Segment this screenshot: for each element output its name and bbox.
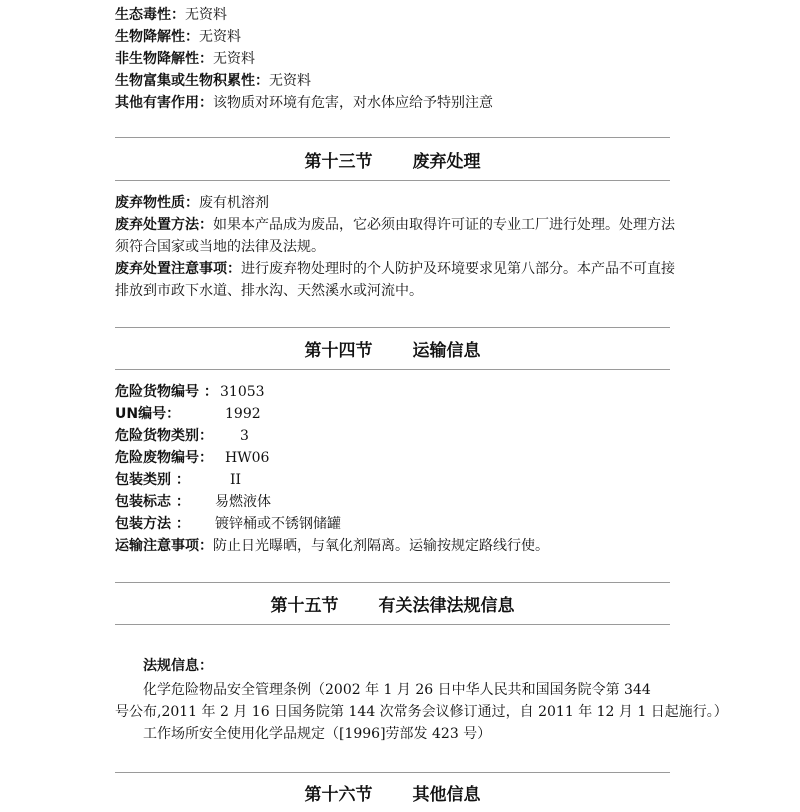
disposal-precautions-cont: 排放到市政下水道、排水沟、天然溪水或河流中。 <box>115 283 423 299</box>
divider <box>115 327 670 328</box>
divider <box>115 180 670 181</box>
un-number-row: UN编号： 1992 <box>115 406 261 422</box>
divider <box>115 772 670 773</box>
disposal-method-row: 废弃处置方法：如果本产品成为废品，它必须由取得许可证的专业工厂进行处理。处理方法 <box>115 217 675 233</box>
regulation-1-line-2: 号公布,2011 年 2 月 16 日国务院第 144 次常务会议修订通过，自 2011 年 12 月 1 日起施行。） <box>115 704 728 720</box>
dangerous-goods-number-row: 危险货物编号 ： 31053 <box>115 384 265 400</box>
bioaccumulation-row: 生物富集或生物积累性：无资料 <box>115 73 311 89</box>
hazardous-waste-number-row: 危险废物编号： HW06 <box>115 450 270 466</box>
waste-nature-row: 废弃物性质：废有机溶剂 <box>115 195 269 211</box>
divider <box>115 624 670 625</box>
regulation-2: 工作场所安全使用化学品规定（[1996]劳部发 423 号） <box>143 726 492 742</box>
disposal-method-cont: 须符合国家或当地的法律及法规。 <box>115 239 325 255</box>
section-15-heading: 第十五节 有关法律法规信息 <box>270 596 515 616</box>
section-14-heading: 第十四节 运输信息 <box>304 341 481 361</box>
disposal-precautions-row: 废弃处置注意事项：进行废弃物处理时的个人防护及环境要求见第八部分。本产品不可直接 <box>115 261 675 277</box>
section-16-heading: 第十六节 其他信息 <box>304 785 481 805</box>
other-adverse-effects-row: 其他有害作用：该物质对环境有危害，对水体应给予特别注意 <box>115 95 493 111</box>
divider <box>115 369 670 370</box>
regulations-subheading: 法规信息： <box>143 658 213 674</box>
divider <box>115 582 670 583</box>
packing-label-row: 包装标志 ： 易燃液体 <box>115 494 271 510</box>
packing-group-row: 包装类别 ： II <box>115 472 242 488</box>
packing-method-row: 包装方法 ： 镀锌桶或不锈钢储罐 <box>115 516 341 532</box>
regulation-1-line-1: 化学危险物品安全管理条例（2002 年 1 月 26 日中华人民共和国国务院令第 344 <box>143 682 651 698</box>
eco-toxicity-row: 生态毒性：无资料 <box>115 7 227 23</box>
biodegradability-row: 生物降解性：无资料 <box>115 29 241 45</box>
transport-precautions-row: 运输注意事项：防止日光曝晒，与氧化剂隔离。运输按规定路线行使。 <box>115 538 549 554</box>
divider <box>115 137 670 138</box>
section-13-heading: 第十三节 废弃处理 <box>304 152 481 172</box>
abiotic-degradability-row: 非生物降解性：无资料 <box>115 51 255 67</box>
dangerous-goods-class-row: 危险货物类别： 3 <box>115 428 249 444</box>
